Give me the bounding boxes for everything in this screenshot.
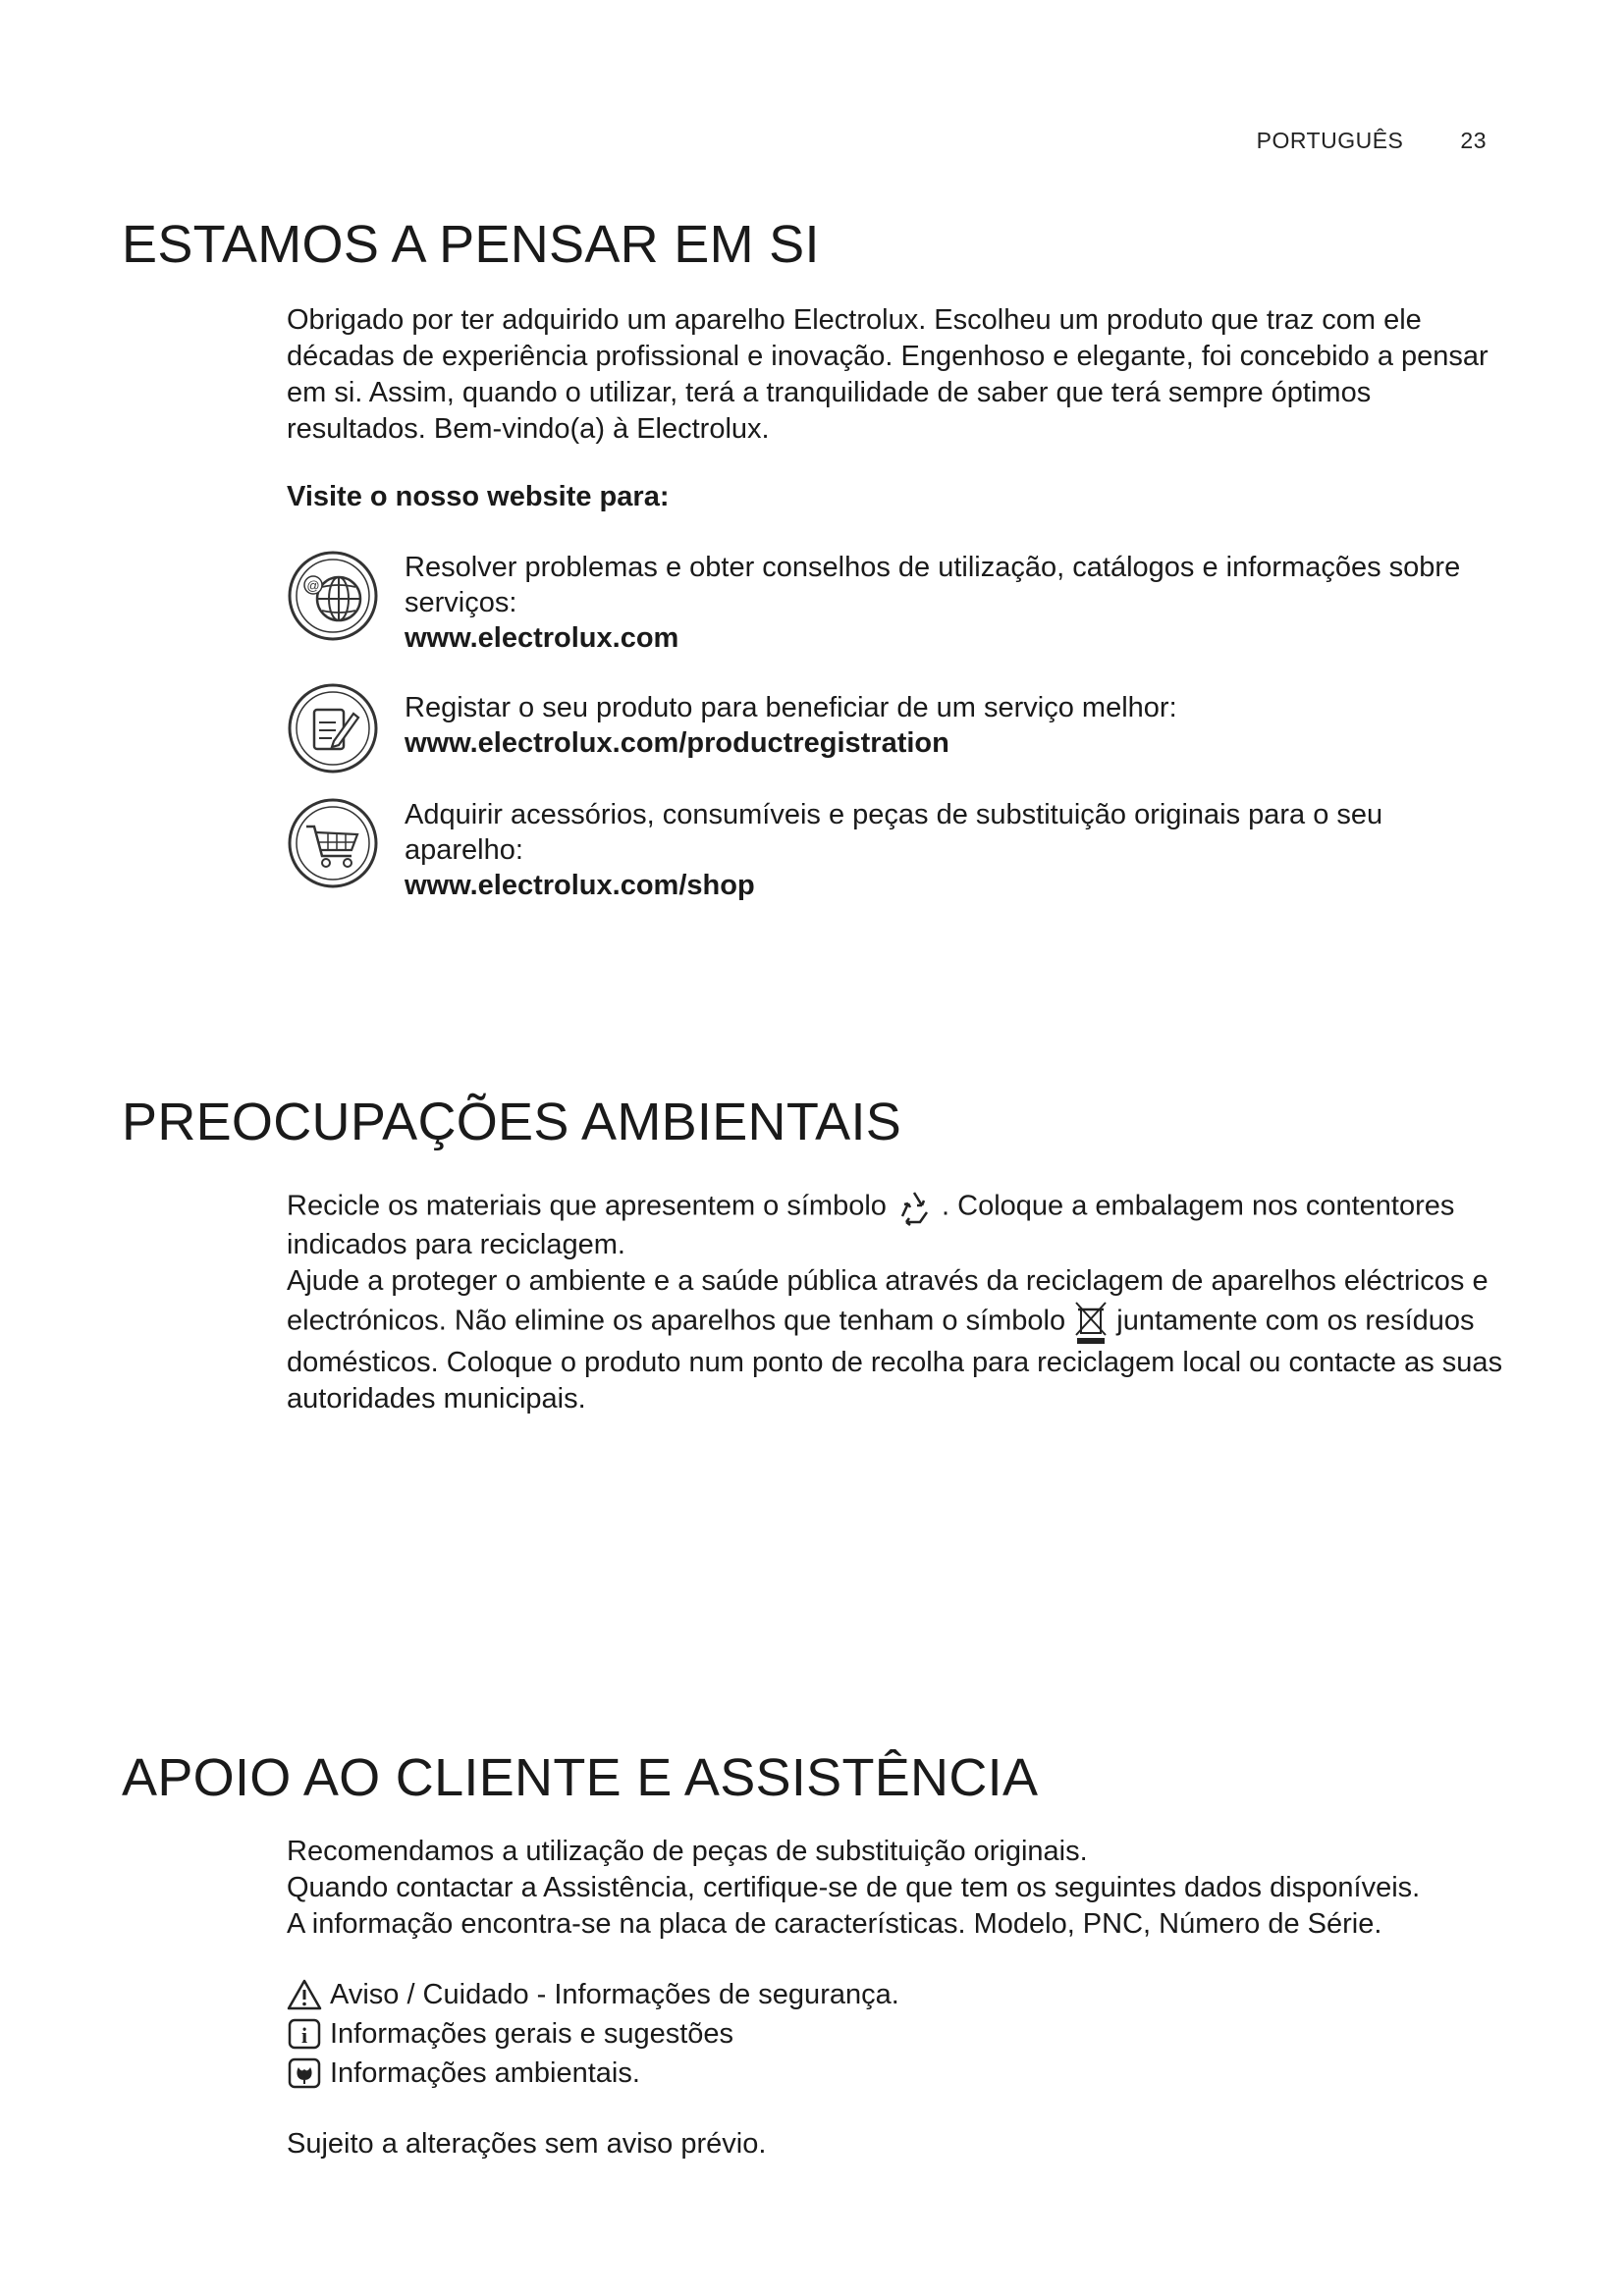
shopping-cart-icon — [287, 797, 379, 889]
support-url-link[interactable]: www.electrolux.com — [405, 622, 679, 654]
registration-link-text: Registar o seu produto para beneficiar de um serviço melhor: www.electrolux.com/productregistration — [405, 690, 1504, 761]
crossed-bin-icon — [1073, 1300, 1109, 1345]
environment-icon — [287, 2056, 322, 2090]
registration-url-link[interactable]: www.electrolux.com/productregistration — [405, 727, 949, 759]
visit-heading: Visite o nosso website para: — [287, 481, 670, 512]
section-title-customer-service: APOIO AO CLIENTE E ASSISTÊNCIA — [122, 1748, 1039, 1807]
service-paragraph: Recomendamos a utilização de peças de substituição originais. Quando contactar a Assistência, certifique-se de que tem os seguintes dados disponíveis. A informação encontra-se na placa de características. Modelo, PNC, Número de Série. — [287, 1836, 1421, 1940]
globe-icon — [287, 550, 379, 642]
section-title-environmental: PREOCUPAÇÕES AMBIENTAIS — [122, 1093, 902, 1151]
warning-icon — [287, 1978, 322, 2011]
page-header — [1257, 128, 1487, 154]
weee-text-after: juntamente com os resíduos domésticos. Coloque o produto num ponto de recolha para reciclagem local ou contacte as suas autoridades municipais. — [287, 1305, 1503, 1415]
registration-icon — [287, 682, 379, 774]
section-title-thinking-of-you: ESTAMOS A PENSAR EM SI — [122, 215, 820, 274]
svg-text:i: i — [300, 2023, 308, 2048]
legend-warning: Aviso / Cuidado - Informações de segurança. — [287, 1977, 899, 2012]
environment-paragraph — [287, 1188, 1504, 1417]
page-number: 23 — [1460, 128, 1487, 153]
header-language: PORTUGUÊS — [1256, 128, 1404, 153]
recycle-icon — [894, 1188, 934, 1227]
weee-text-before: Ajude a proteger o ambiente e a saúde pública através da reciclagem de aparelhos eléctricos e electrónicos. Não elimine os aparelhos que tenham o símbolo — [287, 1265, 1489, 1337]
shop-url-link[interactable]: www.electrolux.com/shop — [405, 870, 755, 901]
legend-info: i Informações gerais e sugestões — [287, 2016, 733, 2052]
recycle-text-after: . Coloque a embalagem nos contentores indicados para reciclagem. — [287, 1190, 1455, 1260]
svg-text:@: @ — [306, 578, 320, 593]
legend-environment: Informações ambientais. — [287, 2056, 640, 2091]
support-link-text: Resolver problemas e obter conselhos de utilização, catálogos e informações sobre serviços: www.electrolux.com — [405, 550, 1504, 656]
recycle-text-before: Recicle os materiais que apresentem o símbolo — [287, 1190, 887, 1222]
info-icon — [287, 2017, 322, 2051]
intro-paragraph: Obrigado por ter adquirido um aparelho Electrolux. Escolheu um produto que traz com ele décadas de experiência profissional e inovação. Engenhoso e elegante, foi concebido a pensar em si. Assim, quando o utilizar, terá a tranquilidade de saber que terá sempre óptimos resultados. Bem-vindo(a) à Electrolux. — [287, 304, 1489, 445]
shop-link-text: Adquirir acessórios, consumíveis e peças de substituição originais para o seu aparelho: www.electrolux.com/shop — [405, 797, 1504, 903]
footer-note: Sujeito a alterações sem aviso prévio. — [287, 2128, 767, 2160]
